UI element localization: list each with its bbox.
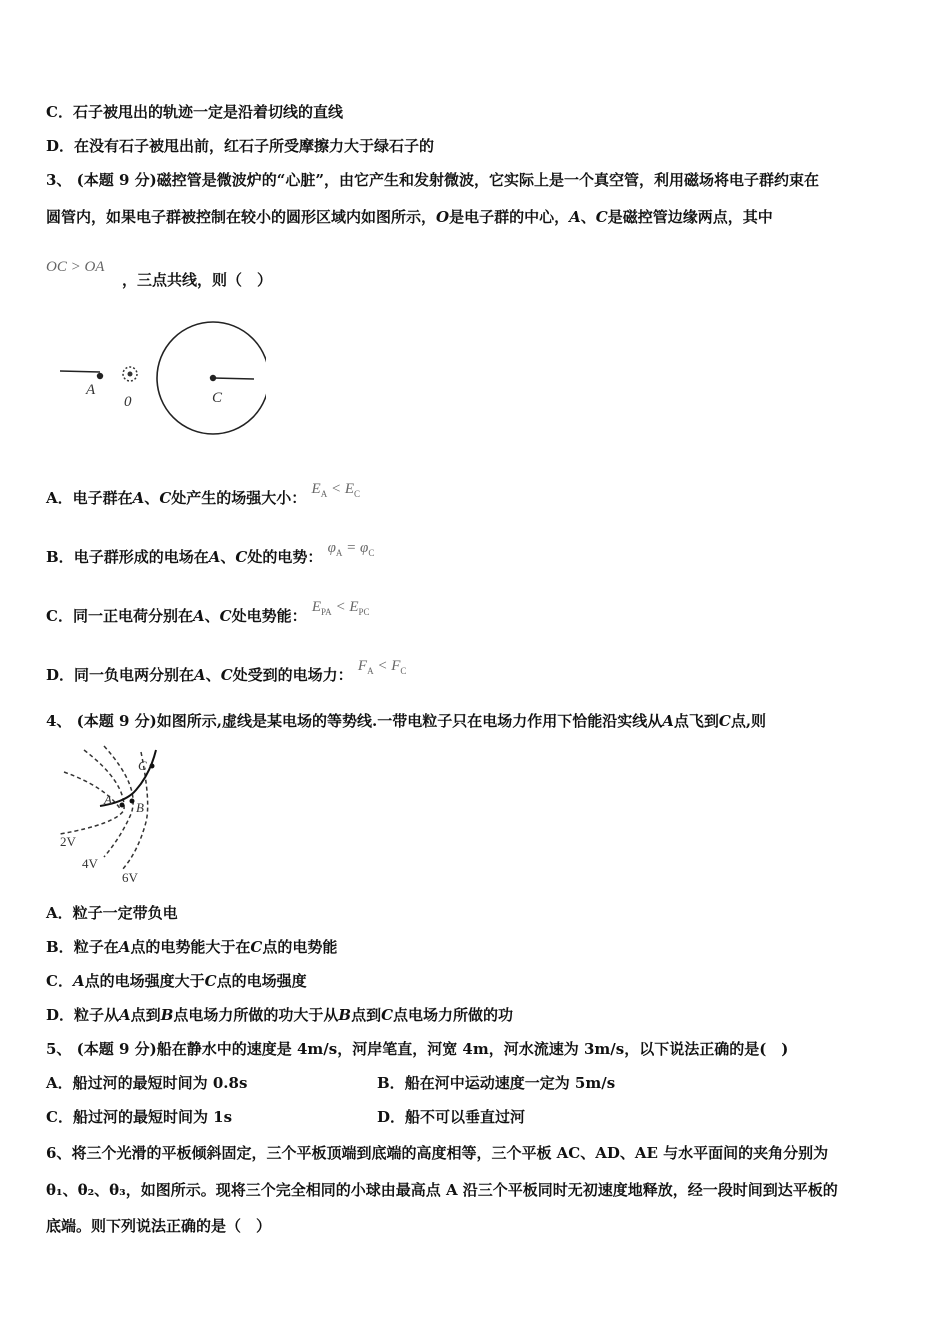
q3-stem-line3: ，三点共线，则（ ） <box>122 271 273 289</box>
label-6v: 6V <box>122 870 138 885</box>
q5-stem: 5、 (本题 9 分)船在静水中的速度是 4m/s，河岸笔直，河宽 4m，河水流速为 3m/s，以下说法正确的是( ) <box>46 1040 789 1058</box>
point-c <box>210 375 216 381</box>
q3-stem-line2: 圆管内，如果电子群被控制在较小的圆形区域内如图所示，O是电子群的中心，A、C是磁控管边缘两点，其中 <box>46 208 773 226</box>
point-b <box>130 799 135 804</box>
label-2v: 2V <box>60 834 76 849</box>
prev-option-d: D．在没有石子被甩出前，红石子所受摩擦力大于绿石子的 <box>46 137 435 155</box>
lead-right <box>213 378 254 379</box>
q3-option-a-formula: $E_A < E_C$ <box>311 481 360 499</box>
label-a: A <box>86 382 96 398</box>
label-c: C <box>212 390 223 406</box>
lead-left <box>60 371 100 372</box>
equipotential-4v <box>60 750 124 834</box>
q4-stem: 4、 (本题 9 分)如图所示,虚线是某电场的等势线.一带电粒子只在电场力作用下恰能沿实线从A点飞到C点,则 <box>46 712 767 730</box>
q3-stem-line1: 3、 (本题 9 分)磁控管是微波炉的“心脏”，由它产生和发射微波，它实际上是一个真空管，利用磁场将电子群约束在 <box>46 171 820 189</box>
q3-magnetron-figure <box>56 308 266 438</box>
label-o: 0 <box>124 394 132 410</box>
q4-equipotential-figure <box>56 742 176 887</box>
q4-option-a: A．粒子一定带负电 <box>46 904 178 922</box>
q3-option-a: A．电子群在A、C处产生的场强大小： $E_A < E_C$ <box>46 481 360 507</box>
label-a: A <box>104 792 112 807</box>
q3-option-d: D．同一负电两分别在A、C处受到的电场力： $F_A < F_C$ <box>46 658 407 684</box>
label-b: B <box>136 800 144 815</box>
electron-cloud <box>123 367 137 381</box>
q4-option-c: C．A点的电场强度大于C点的电场强度 <box>46 972 307 990</box>
q4-option-b: B．粒子在A点的电势能大于在C点的电势能 <box>46 938 338 956</box>
label-4v: 4V <box>82 856 98 871</box>
q3-option-d-formula: $F_A < F_C$ <box>357 658 407 676</box>
q5-option-a: A．船过河的最短时间为 0.8s <box>46 1074 248 1092</box>
q6-stem-line2: θ₁、θ₂、θ₃，如图所示。现将三个完全相同的小球由最高点 A 沿三个平板同时无初速度地释放，经一段时间到达平板的 <box>46 1181 838 1199</box>
q5-option-b: B．船在河中运动速度一定为 5m/s <box>377 1074 616 1092</box>
point-c <box>150 764 155 769</box>
q3-condition <box>46 256 104 277</box>
q6-stem-line1: 6、将三个光滑的平板倾斜固定，三个平板顶端到底端的高度相等，三个平板 AC、AD、AE 与水平面间的夹角分别为 <box>46 1144 829 1162</box>
point-a <box>120 803 125 808</box>
prev-option-c: C．石子被甩出的轨迹一定是沿着切线的直线 <box>46 103 343 121</box>
q6-stem-line3: 底端。则下列说法正确的是（ ） <box>46 1217 272 1235</box>
q3-option-b-formula: $\varphi_A = \varphi_C$ <box>327 540 375 558</box>
q3-option-c: C．同一正电荷分别在A、C处电势能： $E_{PA} < E_{PC}$ <box>46 599 370 625</box>
label-c: C <box>138 758 147 773</box>
q3-option-c-formula: $E_{PA} < E_{PC}$ <box>311 599 370 617</box>
q5-option-d: D．船不可以垂直过河 <box>377 1108 526 1126</box>
point-a <box>97 373 103 379</box>
q4-option-d: D．粒子从A点到B点电场力所做的功大于从B点到C点电场力所做的功 <box>46 1006 514 1024</box>
q3-condition-formula: OC > OA <box>46 259 105 275</box>
q5-option-c: C．船过河的最短时间为 1s <box>46 1108 233 1126</box>
q3-option-b: B．电子群形成的电场在A、C处的电势： $\varphi_A = \varphi_C$ <box>46 540 375 566</box>
